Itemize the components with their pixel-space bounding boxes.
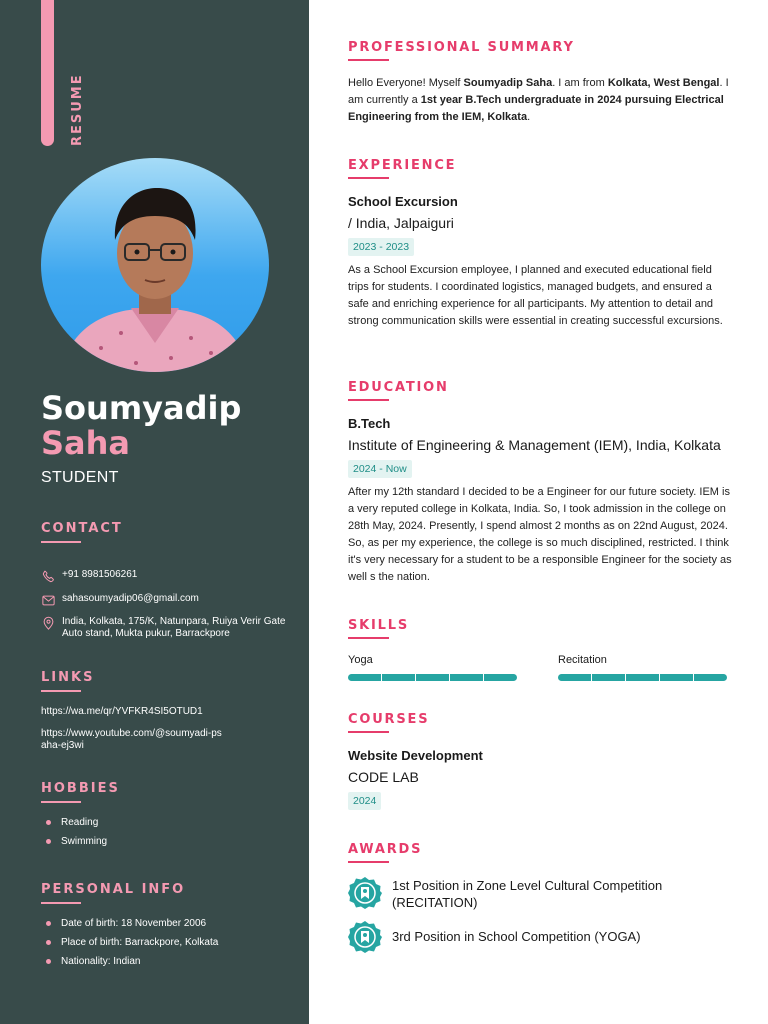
skill-name: Recitation [558, 654, 607, 666]
hobby-label: Swimming [61, 836, 108, 847]
summary-location: Kolkata, West Bengal [607, 77, 720, 89]
bullet-icon [46, 921, 51, 926]
sidebar [0, 0, 309, 1024]
skill-bar-divider [693, 674, 694, 681]
contact-address [41, 616, 287, 640]
summary-underline [348, 59, 389, 61]
course-provider: CODE LAB [348, 769, 419, 785]
experience-heading: EXPERIENCE [348, 158, 457, 173]
job-title: STUDENT [41, 469, 119, 486]
bullet-icon [46, 839, 51, 844]
experience-description: As a School Excursion employee, I planned and executed educational field trips for students. I coordinated logistics, managed budgets, and ensured a safe and enriching experience for all participants. My attention to detail and strong communication skills were essential in creating successful excursions. [348, 264, 723, 327]
courses-underline [348, 731, 389, 733]
personal-info-item [46, 918, 206, 929]
phone-text: +91 8981506261 [62, 569, 138, 580]
link-whatsapp[interactable]: https://wa.me/qr/YVFKR4SI5OTUD1 [41, 706, 203, 717]
course-title: Website Development [348, 748, 483, 763]
bullet-icon [46, 940, 51, 945]
hobbies-underline [41, 801, 81, 803]
contact-email[interactable] [41, 593, 199, 607]
award-text: 1st Position in Zone Level Cultural Competition (RECITATION) [392, 878, 663, 910]
skill-bar-divider [659, 674, 660, 681]
education-dates: 2024 - Now [348, 460, 412, 478]
skill-bar-divider [415, 674, 416, 681]
links-heading: LINKS [41, 670, 95, 685]
skills-underline [348, 637, 389, 639]
skill-level-bar [348, 674, 517, 681]
contact-phone[interactable] [41, 569, 137, 583]
personal-info-label: Date of birth: 18 November 2006 [61, 918, 207, 929]
skill-bar-divider [591, 674, 592, 681]
courses-heading: COURSES [348, 712, 430, 727]
education-heading: EDUCATION [348, 380, 449, 395]
personal-info-label: Place of birth: Barrackpore, Kolkata [61, 937, 219, 948]
summary-name: Soumyadip Saha [463, 77, 553, 89]
experience-title: School Excursion [348, 194, 458, 209]
name-first: Soumyadip [41, 389, 242, 427]
contact-underline [41, 541, 81, 543]
award-text: 3rd Position in School Competition (YOGA) [392, 929, 641, 944]
link-youtube[interactable]: https://www.youtube.com/@soumyadi-psaha-ej3wi [41, 728, 222, 751]
bullet-icon [46, 820, 51, 825]
hobby-item [46, 836, 107, 847]
awards-underline [348, 861, 389, 863]
summary-part: . [527, 111, 531, 123]
skill-bar-divider [449, 674, 450, 681]
summary-study: 1st year B.Tech undergraduate in 2024 pursuing Electrical Engineering from the IEM, Kolkata [348, 94, 724, 123]
personal-info-underline [41, 902, 81, 904]
education-degree: B.Tech [348, 416, 391, 431]
skill-level-bar [558, 674, 727, 681]
contact-heading: CONTACT [41, 521, 123, 536]
award-item [348, 920, 692, 954]
location-pin-icon [41, 616, 57, 630]
education-description: After my 12th standard I decided to be a Engineer for our future society. IEM is a very reputed college in Kolkata, India. So, I took admission in the college on 28th May, 2024. Presently, I spend almost 2 months as on 22nd August, 2024. So, as per my experience, the college is so much disciplined, restricted. I think it's very necessary for a student to be a responsible Engineer for the society as well s the nation. [348, 486, 732, 583]
address-text: India, Kolkata, 175/K, Natunpara, Ruiya Verir Gate Auto stand, Mukta pukur, Barrackpore [62, 616, 286, 639]
hobby-item [46, 817, 98, 828]
experience-underline [348, 177, 389, 179]
experience-location: / India, Jalpaiguri [348, 215, 454, 231]
resume-accent-bar [41, 0, 54, 146]
summary-heading: PROFESSIONAL SUMMARY [348, 40, 575, 55]
profile-photo [41, 158, 269, 372]
skill-bar-divider [381, 674, 382, 681]
skill-name: Yoga [348, 654, 373, 666]
skill-bar-divider [483, 674, 484, 681]
awards-heading: AWARDS [348, 842, 423, 857]
award-ribbon-icon [348, 920, 382, 954]
experience-dates: 2023 - 2023 [348, 238, 414, 256]
name-last: Saha [41, 424, 131, 462]
education-underline [348, 399, 389, 401]
award-item [348, 876, 692, 911]
bullet-icon [46, 959, 51, 964]
personal-info-item [46, 956, 141, 967]
hobbies-heading: HOBBIES [41, 781, 120, 796]
personal-info-item [46, 937, 218, 948]
course-year: 2024 [348, 792, 381, 810]
award-ribbon-icon [348, 876, 382, 910]
profile-photo-illustration [41, 158, 269, 372]
resume-label: RESUME [70, 73, 85, 146]
summary-text [348, 75, 732, 126]
summary-part: . I am from [552, 77, 608, 89]
email-text: sahasoumyadip06@gmail.com [62, 593, 199, 604]
phone-icon [41, 569, 57, 583]
summary-part: . I am currently a [348, 77, 729, 106]
summary-part: Hello Everyone! Myself [348, 77, 464, 89]
hobby-label: Reading [61, 817, 99, 828]
links-underline [41, 690, 81, 692]
skills-heading: SKILLS [348, 618, 410, 633]
education-institute: Institute of Engineering & Management (IEM), India, Kolkata [348, 437, 721, 453]
mail-icon [41, 593, 57, 607]
personal-info-heading: PERSONAL INFO [41, 882, 186, 897]
personal-info-label: Nationality: Indian [61, 956, 141, 967]
skill-bar-divider [625, 674, 626, 681]
